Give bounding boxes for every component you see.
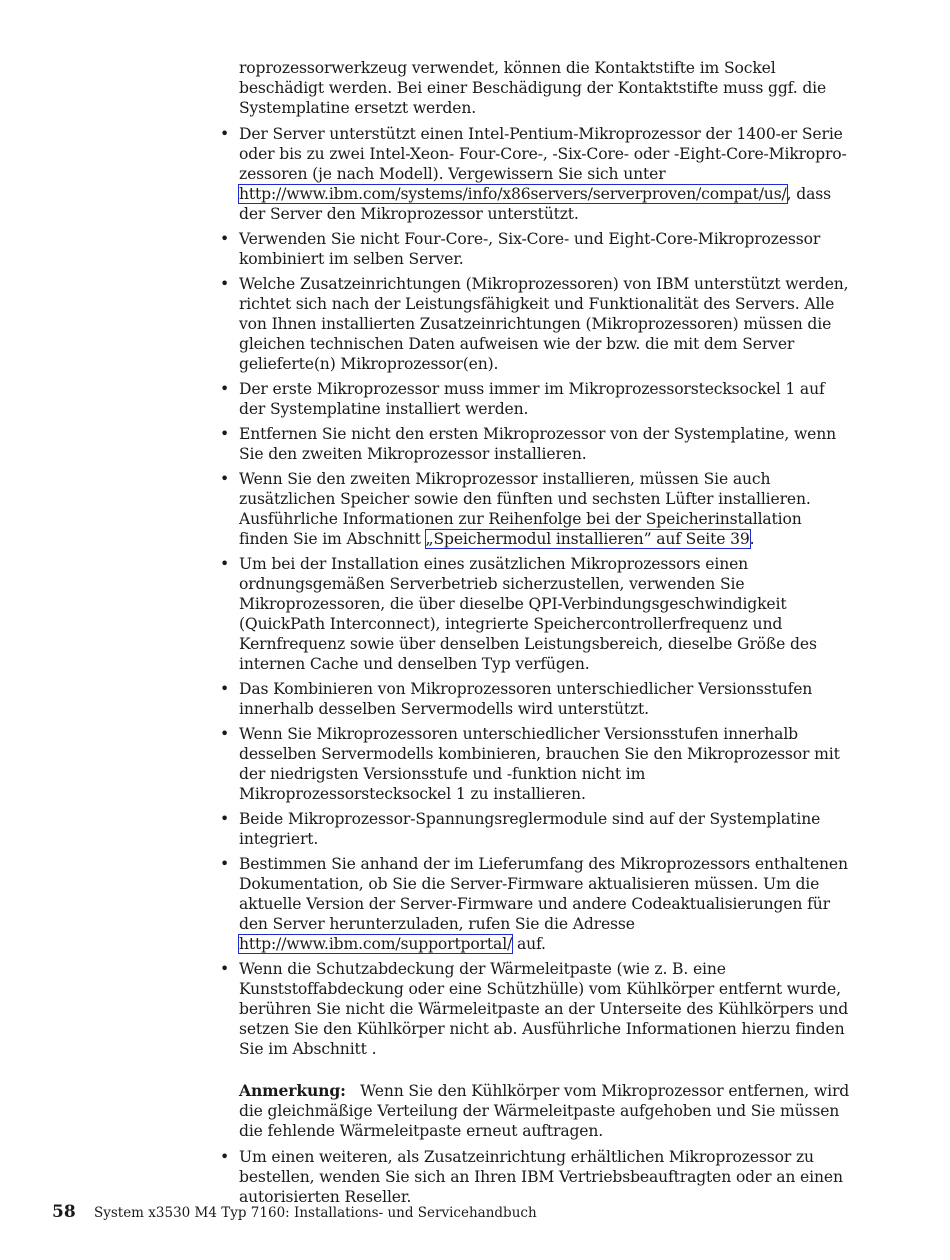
list-item: • Um einen weiteren, als Zusatzeinrichtung erhältlichen Mikroprozessor zu bestellen, wenden Sie sich an Ihren IBM Vertriebsbeauftragten oder an einen autorisierten Reseller. (239, 1147, 854, 1207)
list-item: • Wenn Sie Mikroprozessoren unterschiedlicher Versionsstufen innerhalb desselben Servermodells kombinieren, brauchen Sie den Mikroprozessor mit der niedrigsten Versionsstufe und -funktion nicht im Mikroprozessorstecksockel 1 zu installieren. (239, 724, 854, 804)
item-text: Wenn Sie den zweiten Mikroprozessor installieren, müssen Sie auch zusätzlichen Speicher sowie den fünften und sechsten Lüfter installieren. Ausführliche Informationen zur Reihenfolge bei der Speicherinstallation finden Sie im Abschnitt (239, 470, 811, 548)
list-item: • Das Kombinieren von Mikroprozessoren unterschiedlicher Versionsstufen innerhalb desselben Servermodells wird unterstützt. (239, 679, 854, 719)
note-paragraph (239, 1081, 854, 1141)
item-text: , dass der Server den Mikroprozessor unterstützt. (239, 185, 831, 223)
item-text: . (749, 530, 755, 548)
footer-title: System x3530 M4 Typ 7160: Installations- und Servicehandbuch (93, 1205, 537, 1221)
list-item: • Verwenden Sie nicht Four-Core-, Six-Core- und Eight-Core-Mikroprozessor kombiniert im selben Server. (239, 229, 854, 269)
serverproven-link[interactable]: http://www.ibm.com/systems/info/x86servers/serverproven/compat/us/ (239, 185, 787, 203)
supportportal-link[interactable]: http://www.ibm.com/supportportal/ (239, 935, 513, 953)
item-text: Wenn die Schutzabdeckung der Wärmeleitpaste (wie z. B. eine Kunststoffabdeckung oder eine Schützhülle) vom Kühlkörper entfernt wurde, berühren Sie nicht die Wärmeleitpaste an der Unterseite des Kühlkörpers und setzen Sie den Kühlkörper nicht ab. Ausführliche Informationen hierzu finden Sie im Abschnitt . (239, 960, 849, 1058)
page-number: 58 (52, 1202, 76, 1222)
list-item: • Der erste Mikroprozessor muss immer im Mikroprozessorstecksockel 1 auf der Systemplatine installiert werden. (239, 379, 854, 419)
page-footer (52, 1202, 537, 1222)
list-item: • Beide Mikroprozessor-Spannungsreglermodule sind auf der Systemplatine integriert. (239, 809, 854, 849)
list-item (239, 959, 854, 1141)
list-item: • Welche Zusatzeinrichtungen (Mikroprozessoren) von IBM unterstützt werden, richtet sich nach der Leistungsfähigkeit und Funktionalität des Servers. Alle von Ihnen installierten Zusatzeinrichtungen (Mikroprozessoren) müssen die gleichen technischen Daten aufweisen wie der bzw. die mit dem Server gelieferte(n) Mikroprozessor(en). (239, 274, 854, 374)
item-text: Bestimmen Sie anhand der im Lieferumfang des Mikroprozessors enthaltenen Dokumentation, ob Sie die Server-Firmware aktualisieren müssen. Um die aktuelle Version der Server-Firmware und andere Codeaktualisierungen für den Server herunterzuladen, rufen Sie die Adresse (239, 855, 848, 933)
note-text: Wenn Sie den Kühlkörper vom Mikroprozessor entfernen, wird die gleichmäßige Verteilung der Wärmeleitpaste aufgehoben und Sie müssen die fehlende Wärmeleitpaste erneut auftragen. (239, 1082, 850, 1140)
list-item (239, 124, 854, 224)
note-label: Anmerkung: (239, 1081, 346, 1100)
item-text: auf. (512, 935, 546, 953)
memory-module-link[interactable]: „Speichermodul installieren” auf Seite 39 (425, 530, 750, 548)
main-content (239, 58, 854, 1212)
list-item (239, 854, 854, 954)
requirements-list (239, 124, 854, 1207)
list-item: • Entfernen Sie nicht den ersten Mikroprozessor von der Systemplatine, wenn Sie den zweiten Mikroprozessor installieren. (239, 424, 854, 464)
list-item: • Um bei der Installation eines zusätzlichen Mikroprozessors einen ordnungsgemäßen Serverbetrieb sicherzustellen, verwenden Sie Mikroprozessoren, die über dieselbe QPI-Verbindungsgeschwindigkeit (QuickPath Interconnect), integrierte Speichercontrollerfrequenz und Kernfrequenz sowie über denselben Leistungsbereich, dieselbe Größe des internen Cache und denselben Typ verfügen. (239, 554, 854, 674)
intro-paragraph: roprozessorwerkzeug verwendet, können die Kontaktstifte im Sockel beschädigt werden. Bei einer Beschädigung der Kontaktstifte muss ggf. die Systemplatine ersetzt werden. (239, 59, 827, 117)
list-item (239, 469, 854, 549)
item-text: Der Server unterstützt einen Intel-Pentium-Mikroprozessor der 1400-er Serie oder bis zu zwei Intel-Xeon- Four-Core-, -Six-Core- oder -Eight-Core-Mikroprozessoren (je nach Modell). Vergewissern Sie sich unter (239, 125, 847, 183)
